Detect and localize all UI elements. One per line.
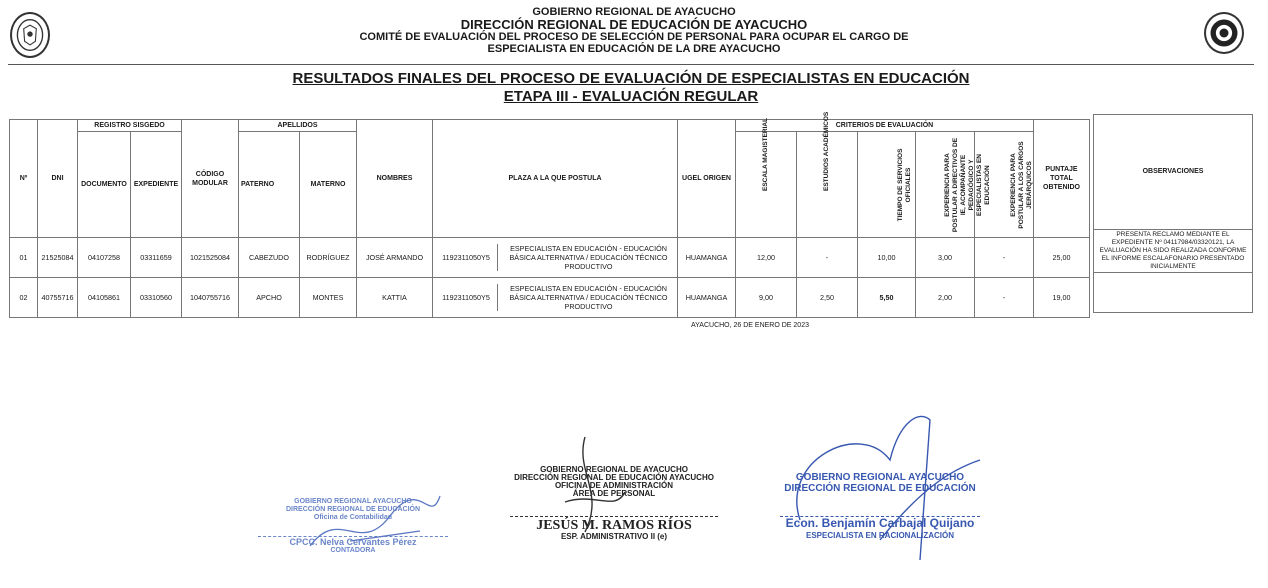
signer-role: ESP. ADMINISTRATIVO II (e) [560,532,668,541]
cell-puntaje: 25,00 [1034,238,1090,278]
cell-tiempo: 10,00 [858,238,916,278]
cell-nombres: KATTIA [357,278,433,318]
col-ugel: UGEL ORIGEN [678,120,736,238]
cell-expediente: 03310560 [131,278,182,318]
col-n: Nº [10,120,38,238]
cell-dni: 21525084 [38,238,78,278]
col-exp-directivos: EXPERIENCIA PARA POSTULAR A DIRECTIVOS DE IE, ACOMPAÑANTE PEDAGÓGICO Y ESPECIALISTAS EN EDUCACIÓN [916,132,975,238]
table-row [10,238,1090,278]
document-date: AYACUCHO, 26 DE ENERO DE 2023 [690,322,809,329]
cell-ugel: HUAMANGA [678,238,736,278]
signer-role: CONTADORA [330,547,376,554]
handwritten-signature-2 [555,432,635,542]
plaza-code: 1192311050Y5 [442,293,490,302]
col-plaza: PLAZA A LA QUE POSTULA [433,120,678,238]
col-puntaje: PUNTAJE TOTAL OBTENIDO [1034,120,1090,238]
group-apellidos: APELLIDOS [239,120,357,132]
col-dni: DNI [38,120,78,238]
plaza-description: ESPECIALISTA EN EDUCACIÓN - EDUCACIÓN BÁSICA ALTERNATIVA / EDUCACIÓN TÉCNICO PRODUCTIVO [497,284,675,311]
stamp-line: ÁREA DE PERSONAL [572,489,656,498]
group-criterios: CRITERIOS DE EVALUACIÓN [736,120,1034,132]
cell-ugel: HUAMANGA [678,278,736,318]
stamp-line: GOBIERNO REGIONAL AYACUCHO [294,498,412,505]
signer-name: JESÚS M. RAMOS RÍOS [536,518,692,533]
cell-tiempo: 5,50 [858,278,916,318]
cell-observaciones [1094,273,1253,313]
plaza-code: 1192311050Y5 [442,253,490,262]
col-exp-jerarquicos: EXPERIENCIA PARA POSTULAR A LOS CARGOS JERÁRQUICOS [975,132,1034,238]
col-materno: MATERNO [300,132,357,238]
cell-observaciones: PRESENTA RECLAMO MEDIANTE EL EXPEDIENTE Nº 04117984/03320121, LA EVALUACIÓN HA SIDO REALIZADA CONFORME EL INFORME ESCALAFONARIO PRESENTADO INICIALMENTE [1094,230,1253,273]
cell-paterno: APCHO [239,278,300,318]
col-paterno: PATERNO [239,132,300,238]
cell-estudios: - [797,238,858,278]
col-nombres: NOMBRES [357,120,433,238]
cell-exp-jerarquicos: - [975,238,1034,278]
cell-expediente: 03311659 [131,238,182,278]
handwritten-signature-3 [780,400,990,570]
stamp-line: DIRECCIÓN REGIONAL DE EDUCACIÓN AYACUCHO [514,473,714,482]
header-line-3: COMITÉ DE EVALUACIÓN DEL PROCESO DE SELECCIÓN DE PERSONAL PARA OCUPAR EL CARGO DE [359,31,909,43]
cell-dni: 40755716 [38,278,78,318]
results-table [9,111,1090,318]
stamp-line: DIRECCIÓN REGIONAL DE EDUCACIÓN [784,483,976,494]
cell-materno: RODRÍGUEZ [300,238,357,278]
header-divider [8,64,1254,65]
page-title [0,70,1262,106]
header-line-1: GOBIERNO REGIONAL DE AYACUCHO [532,6,736,18]
cell-documento: 04107258 [78,238,131,278]
document-header [0,6,1268,55]
cell-plaza [433,278,678,318]
col-observaciones: OBSERVACIONES [1094,115,1253,230]
cell-exp-directivos: 2,00 [916,278,975,318]
col-estudios: ESTUDIOS ACADÉMICOS [797,132,858,238]
cell-exp-directivos: 3,00 [916,238,975,278]
signer-name: CPCC. Nelva Cervantes Pérez [289,537,417,547]
stamp-line: DIRECCIÓN REGIONAL DE EDUCACIÓN [285,506,421,513]
table-row [10,278,1090,318]
header-line-2: DIRECCIÓN REGIONAL DE EDUCACIÓN DE AYACUCHO [460,17,808,32]
col-tiempo: TIEMPO DE SERVICIOS OFICIALES [858,132,916,238]
cell-n: 01 [10,238,38,278]
cell-exp-jerarquicos: - [975,278,1034,318]
col-expediente: EXPEDIENTE [131,132,182,238]
handwritten-signature-1 [300,486,450,566]
cell-paterno: CABEZUDO [239,238,300,278]
observations-table [1093,114,1253,313]
cell-estudios: 2,50 [797,278,858,318]
cell-documento: 04105861 [78,278,131,318]
plaza-description: ESPECIALISTA EN EDUCACIÓN - EDUCACIÓN BÁSICA ALTERNATIVA / EDUCACIÓN TÉCNICO PRODUCTIVO [497,244,675,271]
cell-nombres: JOSÉ ARMANDO [357,238,433,278]
title-line-1: RESULTADOS FINALES DEL PROCESO DE EVALUACIÓN DE ESPECIALISTAS EN EDUCACIÓN [292,70,970,87]
col-codigo: CÓDIGO MODULAR [182,120,239,238]
header-line-4: ESPECIALISTA EN EDUCACIÓN DE LA DRE AYACUCHO [487,43,781,55]
group-registro: REGISTRO SISGEDO [78,120,182,132]
title-line-2: ETAPA III - EVALUACIÓN REGULAR [503,88,759,105]
cell-codigo: 1021525084 [182,238,239,278]
col-escala: ESCALA MAGISTERIAL [736,132,797,238]
cell-escala: 9,00 [736,278,797,318]
cell-puntaje: 19,00 [1034,278,1090,318]
cell-codigo: 1040755716 [182,278,239,318]
stamp-line: Oficina de Contabilidad [313,514,393,521]
signer-name: Econ. Benjamín Carbajal Quijano [785,516,975,530]
signer-role: ESPECIALISTA EN RACIONALIZACIÓN [805,531,954,540]
cell-escala: 12,00 [736,238,797,278]
stamp-line: GOBIERNO REGIONAL DE AYACUCHO [540,465,688,474]
cell-n: 02 [10,278,38,318]
stamp-line: GOBIERNO REGIONAL AYACUCHO [795,472,965,483]
cell-materno: MONTES [300,278,357,318]
cell-plaza [433,238,678,278]
col-documento: DOCUMENTO [78,132,131,238]
stamp-line: OFICINA DE ADMINISTRACIÓN [554,481,674,490]
header-row-groups [10,120,1090,132]
